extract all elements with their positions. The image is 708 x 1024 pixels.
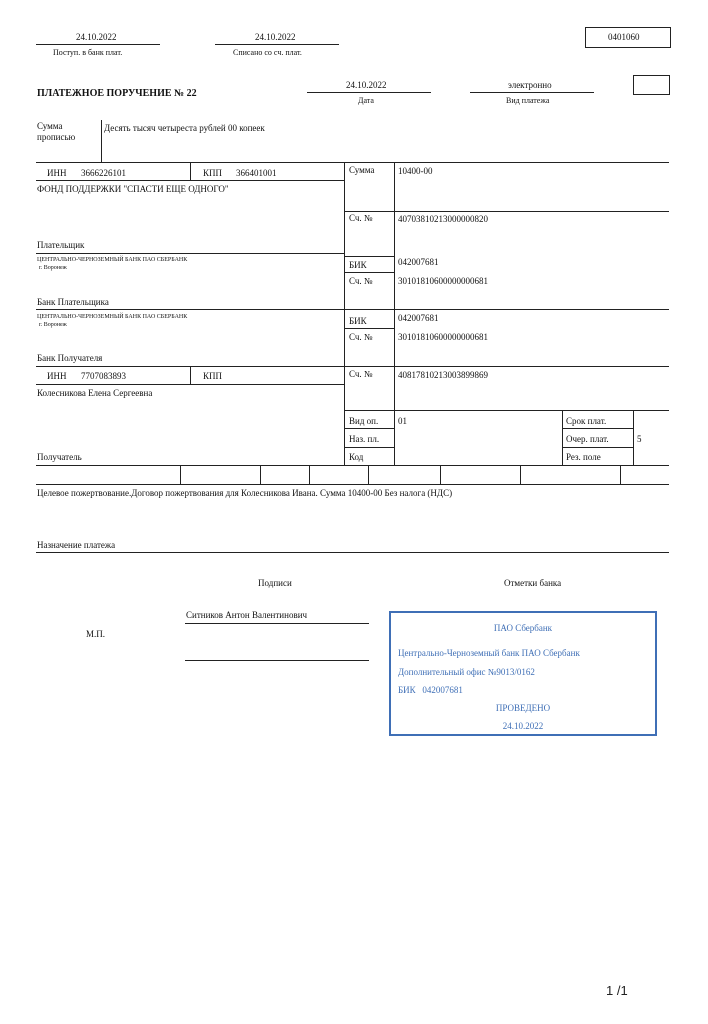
received-date-line: [36, 44, 160, 45]
payer-bank-account-label: Сч. №: [349, 276, 373, 286]
payment-type-line: [470, 92, 594, 93]
page-indicator: 1 /1: [606, 983, 628, 998]
payer-kpp: 366401001: [236, 168, 277, 178]
amount-words-label-2: прописью: [37, 132, 76, 142]
order-date: 24.10.2022: [346, 80, 387, 90]
value-vertical-divider-3: [394, 309, 395, 366]
priority-line: [562, 447, 633, 448]
payer-bank-account: 30101810600000000681: [398, 276, 488, 286]
payee-bank-bik-line: [344, 328, 394, 329]
stamp-bank: ПАО Сбербанк: [493, 623, 553, 633]
tax-cell-divider-3: [309, 465, 310, 484]
priority: 5: [637, 434, 642, 444]
payee-bottom-line: [36, 465, 669, 466]
stamp-office: Дополнительный офис №9013/0162: [398, 667, 535, 677]
payer-sum: 10400-00: [398, 166, 433, 176]
payer-name: ФОНД ПОДДЕРЖКИ "СПАСТИ ЕЩЕ ОДНОГО": [37, 184, 229, 194]
purpose-label: Назначение платежа: [37, 540, 116, 550]
payee-bank-label: Банк Получателя: [37, 353, 103, 363]
value-vertical-divider-4: [394, 366, 395, 465]
tax-cell-divider-6: [520, 465, 521, 484]
due-line: [562, 428, 633, 429]
codes-vertical-divider-2: [633, 410, 634, 465]
tax-cell-divider-1: [180, 465, 181, 484]
payee-inn-line: [36, 384, 344, 385]
purpose-text: Целевое пожертвование.Договор пожертвования для Колесникова Ивана. Сумма 10400-00 Без налога (НДС): [37, 488, 453, 498]
debited-label: Списано со сч. плат.: [233, 48, 302, 57]
payer-bank-bik: 042007681: [398, 257, 439, 267]
order-date-label: Дата: [358, 96, 374, 105]
payee-bank-city: г. Воронеж: [39, 322, 67, 328]
payee-inn: 7707083893: [81, 371, 126, 381]
bank-stamp: [389, 611, 657, 736]
stamp-place: М.П.: [86, 629, 106, 639]
payer-bank-bottom-line: [36, 309, 344, 310]
payee-bank-name: ЦЕНТРАЛЬНО-ЧЕРНОЗЕМНЫЙ БАНК ПАО СБЕРБАНК: [37, 314, 188, 320]
op-type: 01: [398, 416, 407, 426]
stamp-bik: БИК 042007681: [398, 685, 463, 695]
op-type-label: Вид оп.: [349, 416, 379, 426]
op-type-line: [344, 428, 394, 429]
amount-words-value: Десять тысяч четыреста рублей 00 копеек: [104, 123, 265, 133]
reserve-label: Рез. поле: [566, 452, 601, 462]
codes-vertical-divider-1: [562, 410, 563, 465]
priority-label: Очер. плат.: [566, 434, 609, 444]
payee-bank-bik-label: БИК: [349, 316, 367, 326]
payee-account: 40817810213003899869: [398, 370, 488, 380]
signer-name: Ситников Антон Валентинович: [186, 610, 308, 620]
payer-sum-label: Сумма: [349, 165, 375, 175]
payer-kpp-label: КПП: [203, 168, 223, 178]
payer-bank-bik-line: [344, 272, 394, 273]
tax-row-bottom-line: [36, 484, 669, 485]
payer-bank-name: ЦЕНТРАЛЬНО-ЧЕРНОЗЕМНЫЙ БАНК ПАО СБЕРБАНК: [37, 257, 188, 263]
payee-label: Получатель: [37, 452, 82, 462]
payer-bank-bik-label: БИК: [349, 260, 367, 270]
payee-inn-kpp-divider: [190, 366, 191, 384]
order-title: ПЛАТЕЖНОЕ ПОРУЧЕНИЕ № 22: [37, 88, 197, 99]
bank-marks-label: Отметки банка: [504, 578, 562, 588]
received-date: 24.10.2022: [76, 32, 117, 42]
payee-kpp-label: КПП: [203, 371, 223, 381]
payee-bank-account: 30101810600000000681: [398, 332, 488, 342]
payer-account: 40703810213000000820: [398, 214, 488, 224]
stamp-status: ПРОВЕДЕНО: [495, 703, 551, 713]
purpose-code-label: Наз. пл.: [349, 434, 380, 444]
payer-inn-kpp-divider: [190, 162, 191, 180]
tax-cell-divider-2: [260, 465, 261, 484]
bik-top-line: [344, 256, 394, 257]
payee-inn-label: ИНН: [47, 371, 67, 381]
payer-inn-line: [36, 180, 344, 181]
payment-type-label: Вид платежа: [506, 96, 550, 105]
debited-date: 24.10.2022: [255, 32, 296, 42]
form-code-box: [585, 27, 671, 48]
code-label: Код: [349, 452, 364, 462]
payee-bank-bik: 042007681: [398, 313, 439, 323]
main-vertical-divider: [344, 162, 345, 465]
signatures-label: Подписи: [258, 578, 292, 588]
form-code: 0401060: [608, 32, 640, 42]
purpose-code-line: [344, 447, 394, 448]
stamp-branch: Центрально-Черноземный банк ПАО Сбербанк: [398, 648, 580, 658]
payer-account-label: Сч. №: [349, 213, 373, 223]
value-vertical-divider-1: [394, 162, 395, 211]
sum-line: [344, 211, 669, 212]
value-vertical-divider-2: [394, 211, 395, 309]
stamp-date: 24.10.2022: [502, 721, 544, 731]
order-date-line: [307, 92, 431, 93]
payment-type: электронно: [508, 80, 552, 90]
due-label: Срок плат.: [566, 416, 607, 426]
tax-cell-divider-7: [620, 465, 621, 484]
payee-account-label: Сч. №: [349, 369, 373, 379]
payer-bank-city: г. Воронеж: [39, 265, 67, 271]
payee-name: Колесникова Елена Сергеевна: [37, 388, 153, 398]
received-label: Поступ. в банк плат.: [53, 48, 123, 57]
payer-label: Плательщик: [37, 240, 85, 250]
payer-bank-label: Банк Плательщика: [37, 297, 109, 307]
payee-bank-bottom-line: [36, 366, 669, 367]
tax-cell-divider-4: [368, 465, 369, 484]
payer-bank-right-line: [344, 309, 669, 310]
line-1: [36, 162, 669, 163]
payee-bank-account-label: Сч. №: [349, 332, 373, 342]
signature-line-2: [185, 660, 369, 661]
amount-words-divider: [101, 120, 102, 162]
empty-code-box: [633, 75, 670, 95]
purpose-bottom-line: [36, 552, 669, 553]
payer-inn-label: ИНН: [47, 168, 67, 178]
signature-line-1: [185, 623, 369, 624]
tax-cell-divider-5: [440, 465, 441, 484]
payer-inn: 3666226101: [81, 168, 126, 178]
debited-date-line: [215, 44, 339, 45]
amount-words-label-1: Сумма: [37, 121, 63, 131]
codes-top-line: [344, 410, 669, 411]
payer-bottom-line: [36, 253, 344, 254]
